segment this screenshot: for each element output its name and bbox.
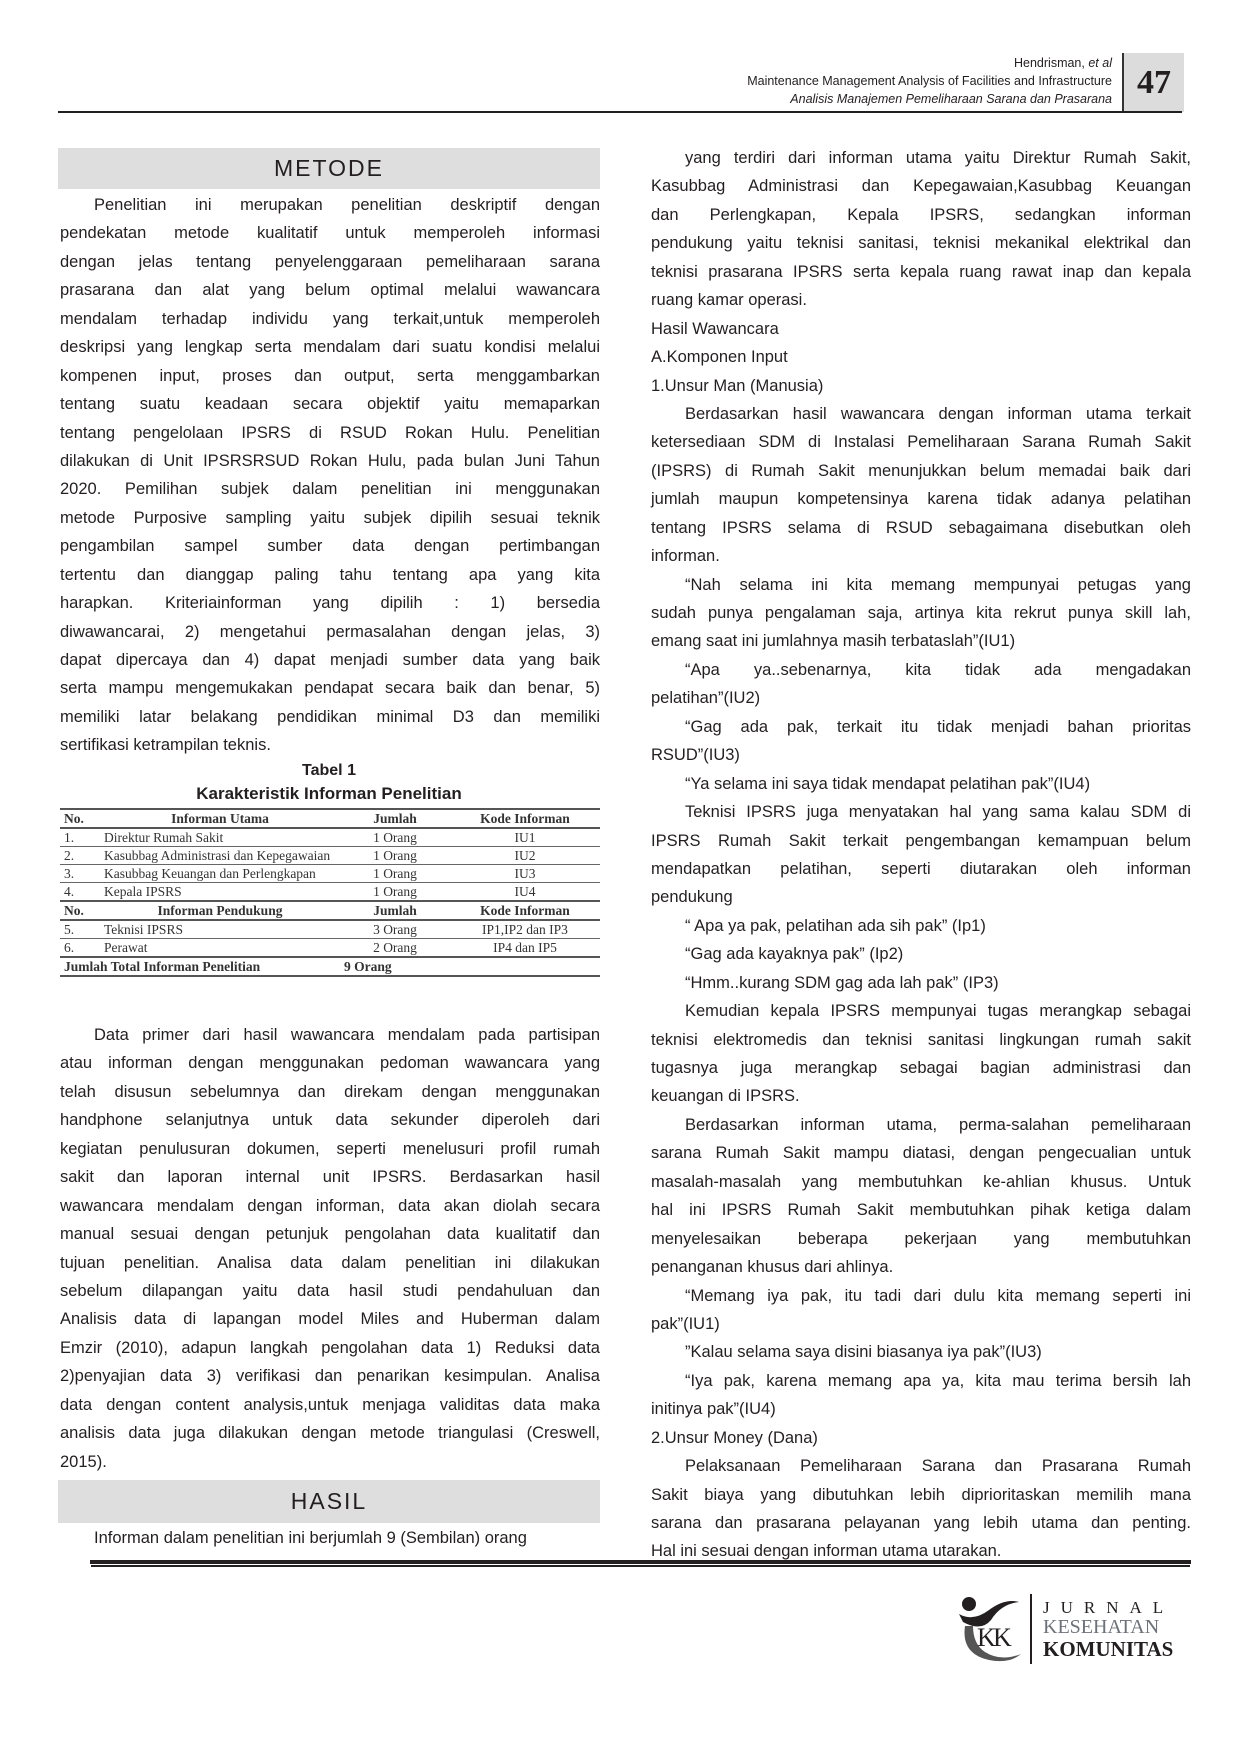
page-number: 47 bbox=[1122, 53, 1184, 112]
text-line: Berdasarkan informan utama, perma-salahan pemeliharaan bbox=[685, 1115, 1191, 1134]
text-line: Kemudian kepala IPSRS mempunyai tugas merangkap sebagai bbox=[685, 1002, 1191, 1021]
text-line: memiliki latar belakang pendidikan minimal D3 dan memiliki bbox=[60, 707, 600, 726]
table-cell: 6. bbox=[60, 939, 100, 958]
text-line: “Gag ada pak, terkait itu tidak menjadi bahan prioritas bbox=[685, 717, 1191, 736]
text-line: data dengan content analysis,untuk menjaga validitas data maka bbox=[60, 1395, 600, 1414]
jkk-emblem-icon bbox=[955, 1592, 1027, 1668]
text-line: penanganan khusus dari ahlinya. bbox=[651, 1258, 894, 1277]
section-heading-hasil: HASIL bbox=[58, 1480, 600, 1523]
header-title-en: Maintenance Management Analysis of Facilities and Infrastructure bbox=[747, 74, 1112, 88]
table-cell: Teknisi IPSRS bbox=[100, 920, 340, 939]
text-line: informan. bbox=[651, 547, 720, 566]
table-cell: IP1,IP2 dan IP3 bbox=[450, 920, 600, 939]
table-cell: 2. bbox=[60, 847, 100, 865]
text-line: tentang pengelolaan IPSRS di RSUD Rokan Hulu. Penelitian bbox=[60, 423, 600, 442]
hasil-text-continued bbox=[651, 144, 1191, 1566]
svg-text:K: K bbox=[977, 1623, 996, 1652]
text-line: ketersediaan SDM di Instalasi Pemeliharaan Sarana Rumah Sakit bbox=[651, 433, 1191, 452]
table-cell: IP4 dan IP5 bbox=[450, 939, 600, 958]
text-line: handphone selanjutnya untuk data sekunder diperoleh dari bbox=[60, 1111, 600, 1130]
logo-line-2: KESEHATAN bbox=[1043, 1616, 1160, 1638]
text-line: IPSRS Rumah Sakit terkait pengembangan kemampuan belum bbox=[651, 831, 1191, 850]
text-line: analisis data juga dilakukan dengan metode triangulasi (Creswell, bbox=[60, 1424, 600, 1443]
text-line: hal ini IPSRS Rumah Sakit membutuhkan pihak ketiga dalam bbox=[651, 1201, 1191, 1220]
table-label: Tabel 1 bbox=[302, 762, 356, 779]
text-line: keuangan di IPSRS. bbox=[651, 1087, 800, 1106]
text-line: tugasnya juga merangkap sebagai bagian administrasi dan bbox=[651, 1059, 1191, 1077]
text-line: sudah punya pengalaman saja, artinya kita rekrut punya skill lah, bbox=[651, 604, 1191, 622]
text-line: pelatihan”(IU2) bbox=[651, 689, 761, 708]
table-cell: IU1 bbox=[450, 828, 600, 847]
text-line: mendapatkan pelatihan, seperti diutarakan oleh informan bbox=[651, 859, 1191, 878]
text-line: wawancara mendalam dengan informan, data akan diolah secara bbox=[60, 1196, 600, 1215]
informant-table bbox=[60, 808, 600, 977]
text-line: RSUD”(IU3) bbox=[651, 746, 740, 765]
text-line: “Gag ada kayaknya pak” (Ip2) bbox=[685, 945, 904, 964]
text-line: diwawancarai, 2) mengetahui permasalahan dengan jelas, 3) bbox=[60, 622, 600, 641]
table-row bbox=[60, 828, 600, 847]
text-line: pendekatan metode kualitatif untuk memperoleh informasi bbox=[60, 224, 600, 243]
text-line: Pelaksanaan Pemeliharaan Sarana dan Prasarana Rumah bbox=[685, 1457, 1191, 1476]
text-line: Berdasarkan hasil wawancara dengan informan utama terkait bbox=[685, 404, 1191, 423]
table-total-value: 9 Orang bbox=[340, 957, 450, 976]
table-title: Karakteristik Informan Penelitian bbox=[196, 784, 462, 803]
table-row bbox=[60, 847, 600, 865]
logo-line-1: JURNAL bbox=[1043, 1598, 1175, 1617]
text-line: “Ya selama ini saya tidak mendapat pelatihan pak”(IU4) bbox=[685, 774, 1091, 793]
table-cell: No. bbox=[60, 901, 100, 920]
text-line: jumlah maupun kompetensinya karena tidak adanya pelatihan bbox=[651, 490, 1191, 509]
table-row bbox=[60, 883, 600, 902]
metode-text-continued bbox=[60, 1021, 600, 1476]
text-line: 2)penyajian data 3) verifikasi dan penarikan kesimpulan. Analisa bbox=[60, 1367, 600, 1386]
table-cell: Kepala IPSRS bbox=[100, 883, 340, 902]
text-line: metode Purposive sampling yaitu subjek dipilih sesuai teknik bbox=[60, 508, 600, 527]
text-line: Emzir (2010), adapun langkah pengolahan data 1) Reduksi data bbox=[60, 1338, 600, 1357]
text-line: telah disusun sebelumnya dan direkam dengan menggunakan bbox=[60, 1082, 600, 1101]
text-line: tentang suatu keadaan secara objektif yaitu memaparkan bbox=[60, 395, 600, 414]
logo-line-3: KOMUNITAS bbox=[1043, 1637, 1174, 1661]
table-header-row bbox=[60, 809, 600, 828]
text-line: initinya pak”(IU4) bbox=[651, 1400, 776, 1419]
text-line: manual sesuai dengan petunjuk pengolahan data kualitatif dan bbox=[60, 1225, 600, 1244]
text-line: sakit dan laporan internal unit IPSRS. Berdasarkan hasil bbox=[60, 1168, 600, 1187]
table-cell: Kasubbag Administrasi dan Kepegawaian bbox=[100, 847, 340, 865]
table-cell: 1. bbox=[60, 828, 100, 847]
text-line: teknisi prasarana IPSRS serta kepala ruang rawat inap dan kepala bbox=[651, 262, 1191, 281]
table-total-row bbox=[60, 957, 600, 976]
table-row bbox=[60, 865, 600, 883]
text-line: yang terdiri dari informan utama yaitu Direktur Rumah Sakit, bbox=[685, 149, 1191, 167]
text-line: tujuan penelitian. Analisa data dalam penelitian ini dilakukan bbox=[60, 1253, 600, 1272]
table-cell: 1 Orang bbox=[340, 847, 450, 865]
text-line: Kasubbag Administrasi dan Kepegawaian,Kasubbag Keuangan bbox=[651, 177, 1191, 196]
header-title-id: Analisis Manajemen Pemeliharaan Sarana dan Prasarana bbox=[790, 92, 1112, 106]
text-line: Sakit biaya yang dibutuhkan lebih diprioritaskan memilih mana bbox=[651, 1485, 1191, 1504]
text-line: kegiatan penulusuran dokumen, seperti menelusuri profil rumah bbox=[60, 1139, 600, 1158]
table-cell: 3 Orang bbox=[340, 920, 450, 939]
table-cell bbox=[450, 957, 600, 976]
table-cell: No. bbox=[60, 809, 100, 828]
table-cell: Jumlah bbox=[340, 809, 450, 828]
table-cell: Kode Informan bbox=[450, 809, 600, 828]
table-cell: Kode Informan bbox=[450, 901, 600, 920]
table-total-label: Jumlah Total Informan Penelitian bbox=[60, 957, 340, 976]
text-line: harapkan. Kriteriainforman yang dipilih : 1) bersedia bbox=[60, 594, 600, 613]
metode-text bbox=[60, 191, 600, 760]
table-cell: 1 Orang bbox=[340, 883, 450, 902]
text-line: kompenen input, proses dan output, serta menggambarkan bbox=[60, 366, 600, 385]
text-line: Data primer dari hasil wawancara mendalam pada partisipan bbox=[94, 1026, 600, 1044]
table-row bbox=[60, 920, 600, 939]
table-header-row bbox=[60, 901, 600, 920]
text-line: dilakukan di Unit IPSRSRSUD Rokan Hulu, pada bulan Juni Tahun bbox=[60, 451, 600, 470]
text-line: prasarana dan alat yang belum optimal melalui wawancara bbox=[60, 281, 600, 300]
journal-logo bbox=[955, 1592, 1195, 1672]
text-line: “Hmm..kurang SDM gag ada lah pak” (IP3) bbox=[685, 973, 999, 992]
text-line: tertentu dan dianggap paling tahu tentang apa yang kita bbox=[60, 565, 600, 584]
text-line: dan Perlengkapan, Kepala IPSRS, sedangkan informan bbox=[651, 205, 1191, 224]
footer-rule bbox=[90, 1560, 1191, 1565]
text-line: “Apa ya..sebenarnya, kita tidak ada mengadakan bbox=[685, 660, 1191, 679]
text-line: sarana Rumah Sakit mampu diatasi, dengan pengecualian untuk bbox=[651, 1144, 1191, 1163]
table-cell: IU2 bbox=[450, 847, 600, 865]
table-cell: 1 Orang bbox=[340, 865, 450, 883]
text-line: teknisi elektromedis dan teknisi sanitasi lingkungan rumah sakit bbox=[651, 1030, 1191, 1049]
text-line: sarana dan prasarana pelayanan yang lebih utama dan penting. bbox=[651, 1514, 1191, 1532]
text-line: pendukung yaitu teknisi sanitasi, teknisi mekanikal elektrikal dan bbox=[651, 234, 1191, 253]
text-line: pak”(IU1) bbox=[651, 1314, 720, 1333]
text-line: (IPSRS) di Rumah Sakit menunjukkan belum memadai baik dari bbox=[651, 461, 1191, 480]
table-cell: Perawat bbox=[100, 939, 340, 958]
text-line: pendukung bbox=[651, 888, 733, 907]
table-cell: 5. bbox=[60, 920, 100, 939]
table-cell: 2 Orang bbox=[340, 939, 450, 958]
header-author: Hendrisman, bbox=[1014, 56, 1085, 70]
text-line: Analisis data di lapangan model Miles and Huberman dalam bbox=[60, 1310, 600, 1329]
text-line: “ Apa ya pak, pelatihan ada sih pak” (Ip1) bbox=[685, 916, 986, 935]
table-cell: IU3 bbox=[450, 865, 600, 883]
text-line: pengambilan sampel sumber data dengan pertimbangan bbox=[60, 537, 600, 556]
header-rule bbox=[58, 111, 1182, 113]
text-line: ruang kamar operasi. bbox=[651, 291, 807, 310]
subheading: A.Komponen Input bbox=[651, 348, 788, 367]
text-line: “Iya pak, karena memang apa ya, kita mau terima bersih lah bbox=[685, 1371, 1191, 1390]
table-cell: IU4 bbox=[450, 883, 600, 902]
logo-divider bbox=[1030, 1594, 1032, 1664]
text-line: menyelesaikan beberapa pekerjaan yang membutuhkan bbox=[651, 1229, 1191, 1248]
text-line: sebelum dilapangan yaitu data hasil studi pendahuluan dan bbox=[60, 1281, 600, 1300]
table-cell: Direktur Rumah Sakit bbox=[100, 828, 340, 847]
text-line: Penelitian ini merupakan penelitian deskriptif dengan bbox=[94, 196, 600, 214]
subheading: Hasil Wawancara bbox=[651, 319, 779, 338]
text-line: “Memang iya pak, itu tadi dari dulu kita memang seperti ini bbox=[685, 1286, 1191, 1305]
running-header bbox=[747, 54, 1112, 108]
svg-text:K: K bbox=[993, 1623, 1012, 1652]
table-cell: Kasubbag Keuangan dan Perlengkapan bbox=[100, 865, 340, 883]
text-line: sertifikasi ketrampilan teknis. bbox=[60, 736, 271, 755]
text-line: masalah-masalah yang membutuhkan ke-ahlian khusus. Untuk bbox=[651, 1172, 1191, 1191]
table-row bbox=[60, 939, 600, 958]
table-cell: Jumlah bbox=[340, 901, 450, 920]
text-line: Informan dalam penelitian ini berjumlah 9 (Sembilan) orang bbox=[94, 1529, 527, 1547]
text-line: “Nah selama ini kita memang mempunyai petugas yang bbox=[685, 575, 1191, 594]
table-cell: 1 Orang bbox=[340, 828, 450, 847]
text-line: atau informan dengan menggunakan pedoman wawancara yang bbox=[60, 1054, 600, 1073]
text-line: Hal ini sesuai dengan informan utama utarakan. bbox=[651, 1542, 1002, 1561]
text-line: 2020. Pemilihan subjek dalam penelitian ini menggunakan bbox=[60, 480, 600, 499]
text-line: emang saat ini jumlahnya masih terbataslah”(IU1) bbox=[651, 632, 1016, 651]
text-line: mendalam terhadap individu yang terkait,untuk memperoleh bbox=[60, 309, 600, 328]
text-line: serta mampu mengemukakan pendapat secara baik dan benar, 5) bbox=[60, 679, 600, 698]
text-line: 2015). bbox=[60, 1452, 107, 1471]
table-cell: Informan Utama bbox=[100, 809, 340, 828]
section-heading-metode: METODE bbox=[58, 148, 600, 189]
subheading: 2.Unsur Money (Dana) bbox=[651, 1428, 818, 1447]
header-author-suffix: et al bbox=[1088, 56, 1112, 70]
text-line: dengan jelas tentang penyelenggaraan pemeliharaan sarana bbox=[60, 252, 600, 271]
text-line: tentang IPSRS selama di RSUD sebagaimana disebutkan oleh bbox=[651, 518, 1191, 537]
table-cell: 3. bbox=[60, 865, 100, 883]
hasil-text bbox=[60, 1524, 600, 1552]
text-line: ”Kalau selama saya disini biasanya iya pak”(IU3) bbox=[685, 1343, 1042, 1362]
table-cell: 4. bbox=[60, 883, 100, 902]
text-line: deskripsi yang lengkap serta mendalam dari suatu kondisi melalui bbox=[60, 338, 600, 357]
table-cell: Informan Pendukung bbox=[100, 901, 340, 920]
text-line: dapat dipercaya dan 4) dapat menjadi sumber data yang baik bbox=[60, 651, 600, 669]
subheading: 1.Unsur Man (Manusia) bbox=[651, 376, 824, 395]
text-line: Teknisi IPSRS juga menyatakan hal yang sama kalau SDM di bbox=[685, 803, 1191, 822]
